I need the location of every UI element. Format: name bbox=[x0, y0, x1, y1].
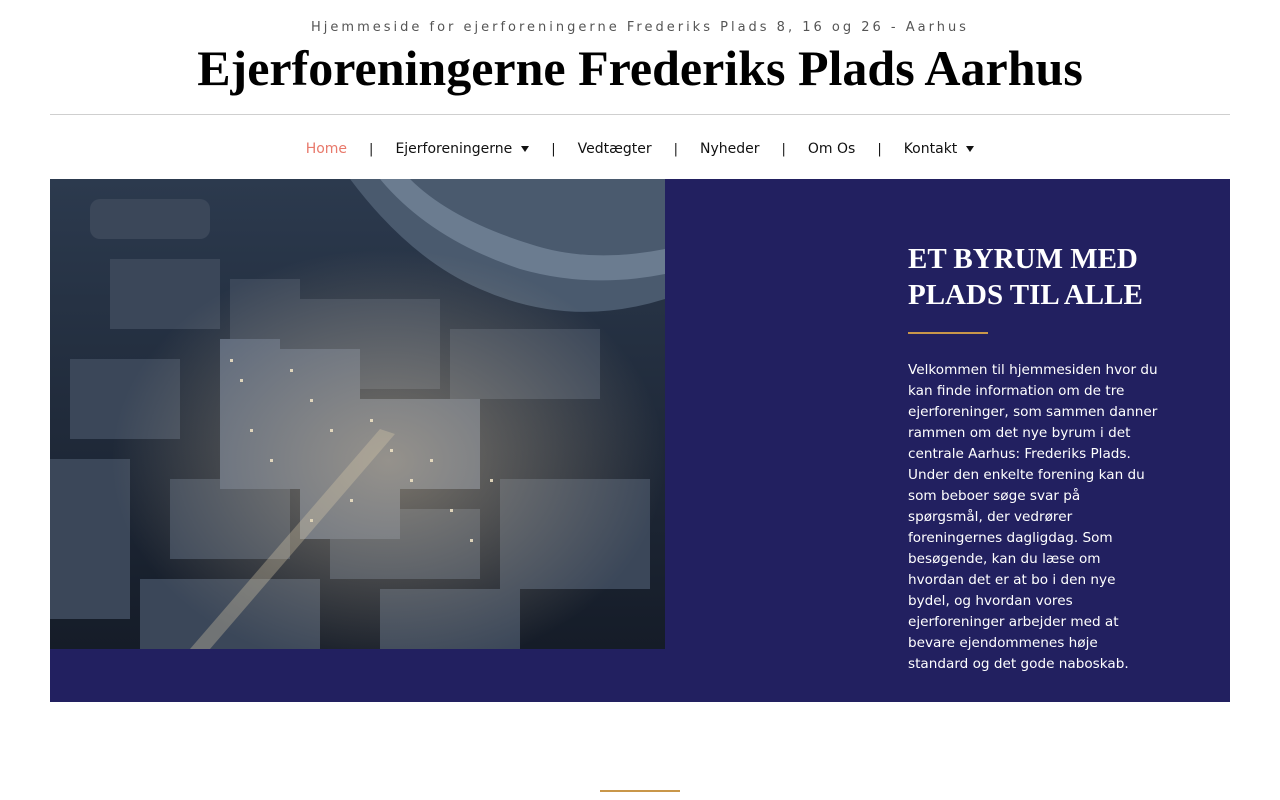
nav-item-label: Kontakt bbox=[903, 141, 958, 157]
hero-text-block bbox=[908, 241, 1178, 675]
nav-item-label: Vedtægter bbox=[577, 141, 652, 157]
hero-heading-line: PLADS TIL ALLE bbox=[908, 279, 1143, 311]
caret-down-icon bbox=[521, 146, 529, 152]
nav-item-om-os[interactable] bbox=[808, 141, 855, 157]
hero-body-text: Velkommen til hjemmesiden hvor du kan finde information om de tre ejerforeninger, som sammen danner rammen om det nye byrum i det centrale Aarhus: Frederiks Plads. Under den enkelte forening kan du som beboer søge svar på spørgsmål, der vedrører foreningernes dagligdag. Som besøgende, kan du læse om hvordan det er at bo i den nye bydel, og hvordan vores ejerforeninger arbejder med at bevare ejendommenes høje standard og det gode naboskab. bbox=[908, 362, 1158, 672]
nav-separator: | bbox=[369, 141, 374, 157]
nav-item-label: Ejerforeningerne bbox=[395, 141, 513, 157]
nav-separator: | bbox=[673, 141, 678, 157]
main-nav bbox=[0, 137, 1280, 161]
nav-item-label: Nyheder bbox=[700, 141, 760, 157]
nav-item-kontakt[interactable] bbox=[904, 141, 975, 157]
nav-item-home[interactable] bbox=[306, 141, 347, 157]
nav-item-ejerforeningerne[interactable] bbox=[395, 141, 529, 157]
header-divider bbox=[50, 114, 1230, 115]
nav-separator: | bbox=[877, 141, 882, 157]
nav-item-nyheder[interactable] bbox=[700, 141, 760, 157]
caret-down-icon bbox=[966, 146, 974, 152]
hero-section bbox=[50, 179, 1230, 702]
nav-separator: | bbox=[551, 141, 556, 157]
city-aerial-image bbox=[50, 179, 665, 649]
site-title[interactable]: Ejerforeningerne Frederiks Plads Aarhus bbox=[197, 40, 1083, 96]
site-tagline: Hjemmeside for ejerforeningerne Frederiks Plads 8, 16 og 26 - Aarhus bbox=[311, 20, 969, 35]
nav-item-label: Home bbox=[305, 141, 348, 157]
hero-heading bbox=[908, 241, 1178, 313]
nav-item-label: Om Os bbox=[807, 141, 856, 157]
section-divider bbox=[600, 790, 680, 792]
accent-divider bbox=[908, 332, 988, 334]
hero-heading-line: ET BYRUM MED bbox=[908, 243, 1138, 275]
nav-item-vedtaegter[interactable] bbox=[578, 141, 652, 157]
nav-separator: | bbox=[781, 141, 786, 157]
